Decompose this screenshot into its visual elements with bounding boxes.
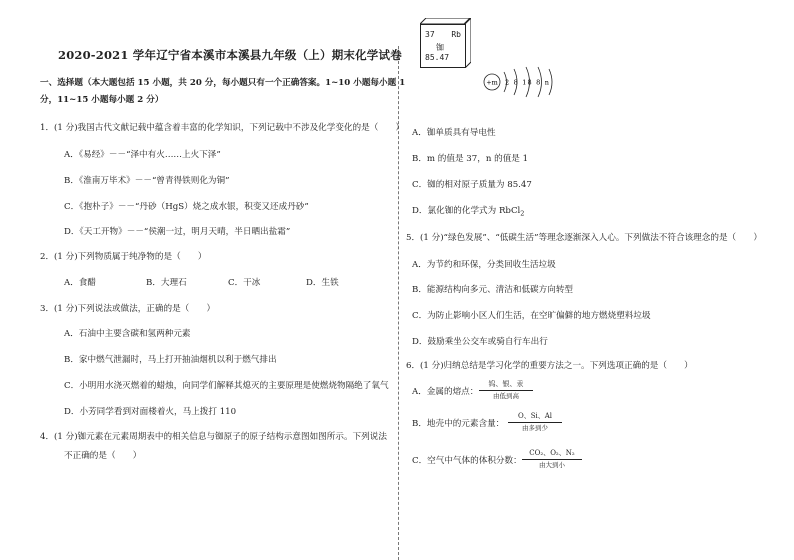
q3-option-d[interactable]: D．小芳同学看到对面楼着火，马上拨打 110 (64, 407, 237, 417)
q6-option-b-fraction (508, 411, 562, 432)
nucleus-label: +m (486, 78, 498, 87)
q1-option-b[interactable]: B．《淮南万毕术》－－“曾青得铁则化为铜” (64, 176, 230, 186)
q6-option-a-fraction (479, 379, 533, 400)
element-name: 铷 (436, 43, 444, 52)
q6-option-b-bottom: 由多到少 (522, 424, 548, 432)
q1-option-a[interactable]: A．《易经》－－“泽中有火……上火下泽” (64, 150, 221, 160)
q2-option-c[interactable]: C．干冰 (228, 278, 261, 288)
q4-option-d-text: D．氯化铷的化学式为 RbCl (412, 206, 521, 216)
q6-option-a-bottom: 由低到高 (493, 392, 519, 400)
q4-stem-line2: 不正确的是（ ） (64, 451, 142, 461)
q1-stem: 1．(1 分)我国古代文献记载中蕴含着丰富的化学知识，下列记载中不涉及化学变化的是（ ） (40, 123, 405, 133)
q5-option-a[interactable]: A．为节约和环保，分类回收生活垃圾 (412, 260, 556, 270)
q4-option-d[interactable] (412, 205, 524, 220)
element-card (420, 24, 466, 68)
section-heading-line2: 分，11~15 小题每小题 2 分） (40, 95, 164, 105)
q1-option-d[interactable]: D．《天工开物》－－“侯潮一过，明月天晴，半日晒出盐霜” (64, 227, 291, 237)
q4-option-b[interactable]: B．m 的值是 37，n 的值是 1 (412, 154, 529, 164)
q3-option-b[interactable]: B．家中燃气泄漏时，马上打开抽油烟机以利于燃气排出 (64, 355, 277, 365)
element-atomic-mass: 85.47 (425, 53, 450, 62)
q6-option-a[interactable]: A．金属的熔点： (412, 387, 479, 397)
element-atomic-number: 37 (425, 30, 435, 39)
electron-shells-label: 2 8 18 8 n (505, 78, 551, 87)
q5-stem: 5．(1 分)“绿色发展”、“低碳生活”等理念逐渐深入人心。下列做法不符合该理念的是（ ） (406, 233, 762, 243)
q6-option-c[interactable]: C．空气中气体的体积分数： (412, 456, 522, 466)
element-symbol: Rb (451, 30, 461, 39)
page-title: 2020-2021 学年辽宁省本溪市本溪县九年级（上）期末化学试卷 (58, 48, 402, 62)
q2-option-a[interactable]: A．食醋 (64, 278, 96, 288)
q5-option-b[interactable]: B．能源结构向多元、清洁和低碳方向转型 (412, 285, 574, 295)
q6-option-c-fraction (522, 448, 582, 469)
atom-structure-diagram (482, 62, 562, 102)
q3-option-c[interactable]: C．小明用水浇灭燃着的蜡烛，向同学们解释其熄灭的主要原理是使燃烧物隔绝了氧气 (64, 381, 389, 391)
q4-stem-line1: 4．(1 分)铷元素在元素周期表中的相关信息与铷原子的原子结构示意图如图所示。下列说法 (40, 432, 387, 442)
q2-stem: 2．(1 分)下列物质属于纯净物的是（ ） (40, 252, 207, 262)
q6-option-b-top: O、Si、Al (517, 412, 553, 420)
right-column (398, 0, 794, 560)
q6-option-b[interactable]: B．地壳中的元素含量： (412, 419, 505, 429)
q6-option-a-top: 钨、银、汞 (488, 380, 524, 388)
q4-option-a[interactable]: A．铷单质具有导电性 (412, 128, 496, 138)
q5-option-d[interactable]: D．鼓励乘坐公交车或骑自行车出行 (412, 337, 548, 347)
q2-option-b[interactable]: B．大理石 (146, 278, 187, 288)
q2-option-d[interactable]: D．生铁 (306, 278, 339, 288)
q1-option-c[interactable]: C．《抱朴子》－－“丹砂（HgS）烧之成水银，积变又还成丹砂” (64, 202, 309, 212)
q4-option-c[interactable]: C．铷的相对原子质量为 85.47 (412, 180, 532, 190)
q3-stem: 3．(1 分)下列说法或做法，正确的是（ ） (40, 304, 216, 314)
q3-option-a[interactable]: A．石油中主要含碳和氢两种元素 (64, 329, 191, 339)
q6-option-c-top: CO₂、O₂、N₂ (529, 449, 575, 457)
q5-option-c[interactable]: C．为防止影响小区人们生活，在空旷偏僻的地方燃烧塑料垃圾 (412, 311, 651, 321)
q4-option-d-subscript: 2 (520, 209, 525, 218)
section-heading-line1: 一、选择题（本大题包括 15 小题，共 20 分，每小题只有一个正确答案。1~10 小题每小题 1 (40, 78, 406, 88)
q6-stem: 6．(1 分)归纳总结是学习化学的重要方法之一。下列选项正确的是（ ） (406, 361, 693, 371)
q6-option-c-bottom: 由大到小 (539, 461, 565, 469)
